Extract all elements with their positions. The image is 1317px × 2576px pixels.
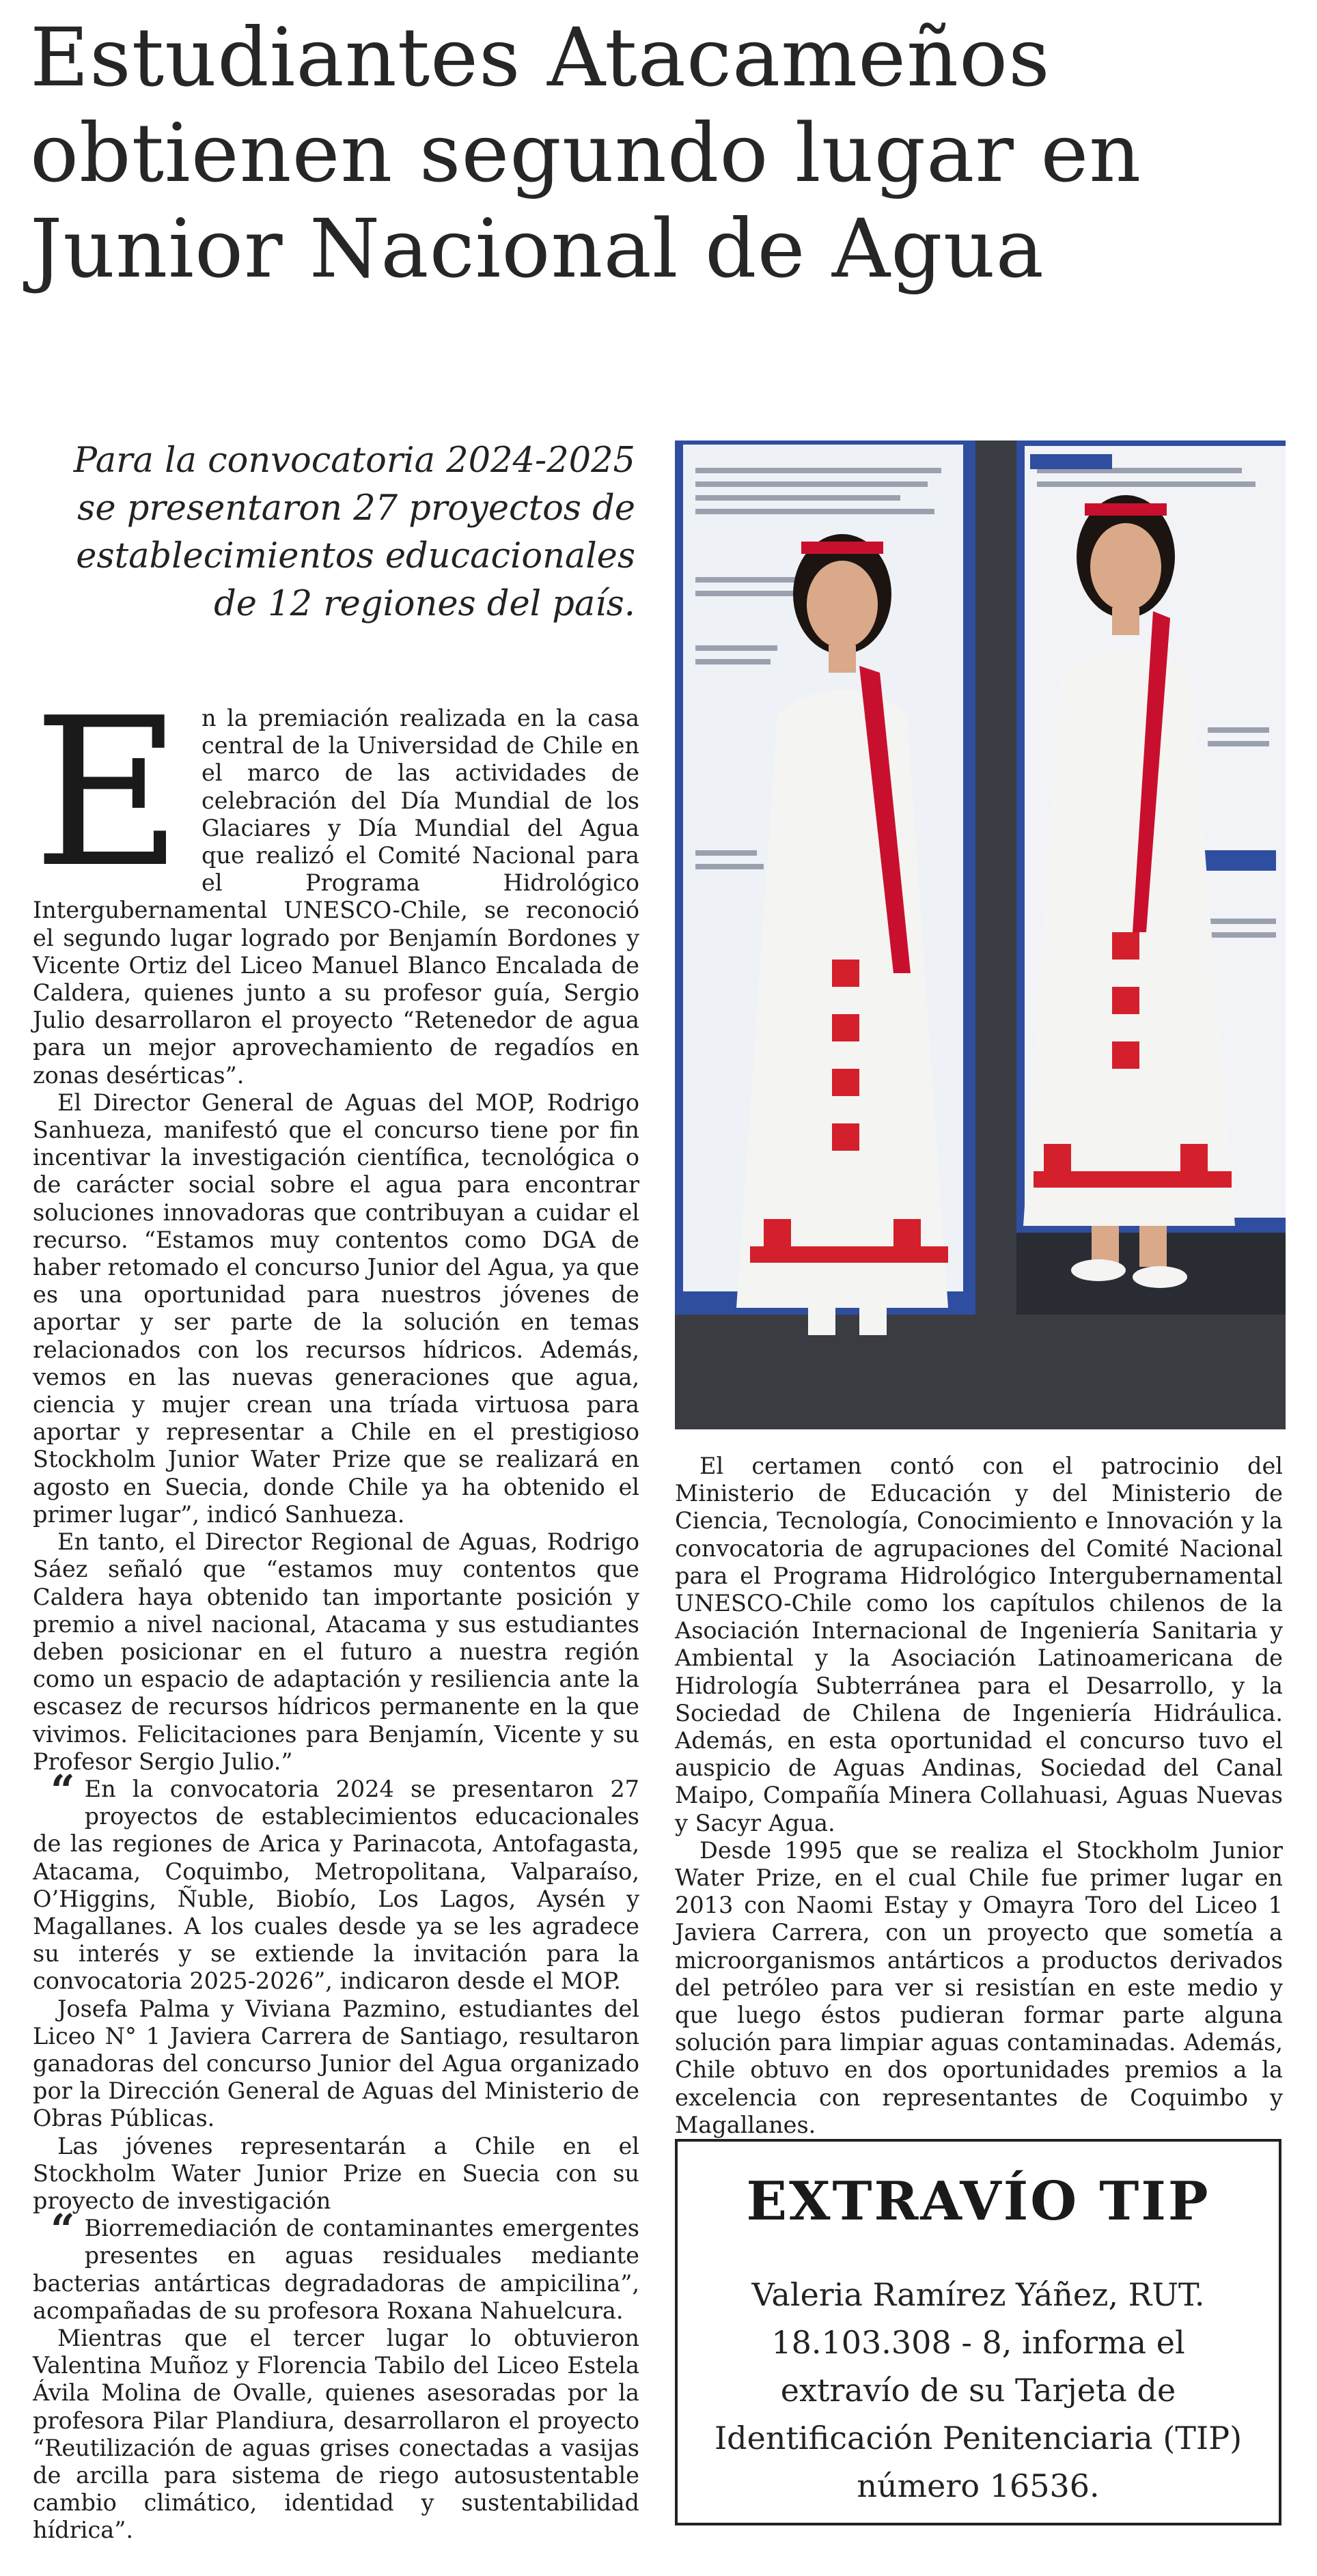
paragraph: En tanto, el Director Regional de Aguas, Rodrigo Sáez señaló que “estamos muy contentos que Caldera haya obtenido tan importante posición y premio a nivel nacional, Atacama y sus estudiantes deben posicionar en el futuro a nuestra región como un espacio de adaptación y resiliencia ante la escasez de recursos hídricos permanente en la que vivimos. Felicitaciones para Benjamín, Vicente y su Profesor Sergio Julio.”: [33, 1528, 639, 1775]
classified-ad: [675, 2139, 1281, 2525]
paragraph: El certamen contó con el patrocinio del Ministerio de Educación y del Ministerio de Ciencia, Tecnología, Conocimiento e Innovación y la convocatoria de agrupaciones del Comité Nacional para el Programa Hidrológico Intergubernamental UNESCO-Chile como los capítulos chilenos de la Asociación Internacional de Ingeniería Sanitaria y Ambiental y la Asociación Latinoamericana de Hidrología Subterránea para el Desarrollo, y la Sociedad de Chilena de Ingeniería Hidráulica. Además, en esta oportunidad el concurso tuvo el auspicio de Aguas Andinas, Sociedad del Canal Maipo, Compañía Minera Collahuasi, Aguas Nuevas y Sacyr Agua.: [675, 1453, 1283, 1836]
paragraph: Desde 1995 que se realiza el Stockholm Junior Water Prize, en el cual Chile fue primer lugar en 2013 con Naomi Estay y Omayra Toro del Liceo 1 Javiera Carrera, con un proyecto que sometía a microorganismos antárticos a productos derivados del petróleo para ver si resistían en este medio y que luego éstos pudieran formar parte alguna solución para limpiar aguas contaminadas. Además, Chile obtuvo en dos oportunidades premios a la excelencia con representantes de Coquimbo y Magallanes.: [675, 1836, 1283, 2138]
paragraph: El Director General de Aguas del MOP, Rodrigo Sanhueza, manifestó que el concurso tiene por fin incentivar la investigación científica, tecnológica o de carácter social sobre el agua para encontrar soluciones innovadoras que contribuyan a cuidar el recurso. “Estamos muy contentos como DGA de haber retomado el concurso Junior del Agua, ya que es una oportunidad para nuestros jóvenes de aportar y ser parte de la solución en temas relacionados con los recursos hídricos. Además, vemos en las nuevas generaciones que agua, ciencia y mujer crean una tríada virtuosa para aportar y representar a Chile en el prestigioso Stockholm Junior Water Prize que se realizará en agosto en Suecia, donde Chile ya ha obtenido el primer lugar”, indicó Sanhueza.: [33, 1089, 639, 1528]
students-photo-illustration: [675, 440, 1286, 1429]
headline: Estudiantes Atacameños obtienen segundo lugar en Junior Nacional de Agua: [30, 10, 1142, 296]
ad-title: EXTRAVÍO TIP: [746, 2170, 1210, 2232]
paragraph: n la premiación realizada en la casa central de la Universidad de Chile en el marco de las actividades de celebración del Día Mundial de los Glaciares y Día Mundial del Agua que realizó el Comité Nacional para el Programa Hidrológico Intergubernamental UNESCO-Chile, se reconoció el segundo lugar logrado por Benjamín Bordones y Vicente Ortiz del Liceo Manuel Blanco Encalada de Caldera, quienes junto a su profesor guía, Sergio Julio desarrollaron el proyecto “Retenedor de agua para un mejor aprovechamiento de regadíos en zonas desérticas”.: [33, 705, 639, 1089]
pull-quote: [33, 1765, 639, 1996]
quote-text: En la convocatoria 2024 se presentaron 27 proyectos de establecimientos educacionales de las regiones de Arica y Parinacota, Antofagasta, Atacama, Coquimbo, Metropolitana, Valparaíso, O’Higgins, Ñuble, Biobío, Los Lagos, Aysén y Magallanes. A los cuales desde ya se les agradece su interés y se extiende la invitación para la convocatoria 2025-2026”, indicaron desde el MOP.: [33, 1775, 639, 1995]
drop-cap: E: [33, 674, 182, 912]
left-column: [33, 674, 639, 2545]
ad-body: Valeria Ramírez Yáñez, RUT. 18.103.308 - 8, informa el extravío de su Tarjeta de Identificación Penitenciaria (TIP) número 16536.: [714, 2276, 1243, 2504]
quote-text: Biorremediación de contaminantes emergentes presentes en aguas residuales mediante bacterias antárticas degradadoras de ampicilina”, acompañadas de su profesora Roxana Nahuelcura.: [33, 2215, 639, 2324]
paragraph: Las jóvenes representarán a Chile en el Stockholm Water Junior Prize en Suecia con su proyecto de investigación: [33, 2132, 639, 2214]
right-column: [675, 1453, 1283, 2139]
quote-mark-icon: “: [51, 2204, 75, 2255]
paragraph: Mientras que el tercer lugar lo obtuvieron Valentina Muñoz y Florencia Tabilo del Liceo Estela Ávila Molina de Ovalle, quienes asesoradas por la profesora Pilar Plandiura, desarrollaron el proyecto “Reutilización de aguas grises conectadas a vasijas de arcilla para sistema de riego autosustentable cambio climático, identidad y sustentabilidad hídrica”.: [33, 2324, 639, 2544]
quote-mark-icon: “: [51, 1765, 75, 1815]
students-photo: [675, 440, 1286, 1429]
pull-quote: [33, 2204, 639, 2325]
paragraph: Josefa Palma y Viviana Pazmino, estudiantes del Liceo N° 1 Javiera Carrera de Santiago, resultaron ganadoras del concurso Junior del Agua organizado por la Dirección General de Aguas del Ministerio de Obras Públicas.: [33, 1995, 639, 2132]
deck-subtitle: Para la convocatoria 2024-2025 se presentaron 27 proyectos de establecimientos educacionales de 12 regiones del país.: [73, 440, 635, 624]
